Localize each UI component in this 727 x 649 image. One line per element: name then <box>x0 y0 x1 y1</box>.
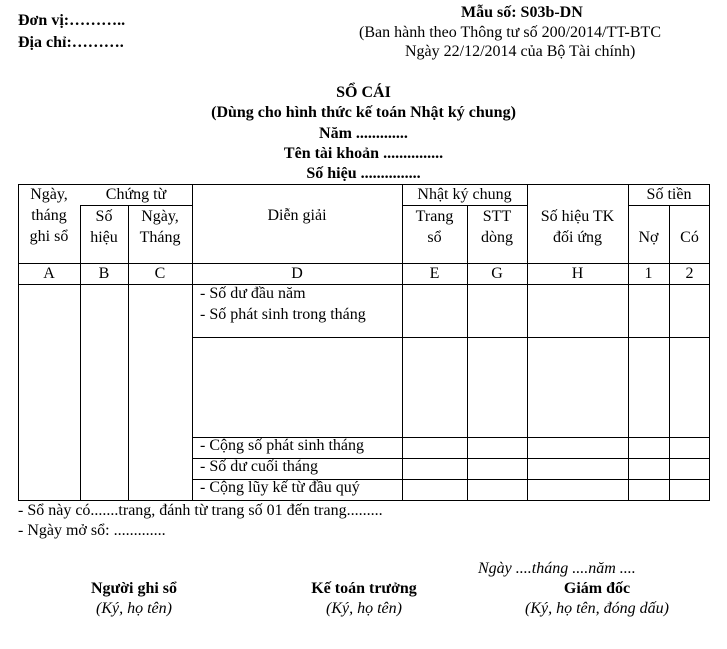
ledger-subtitle: (Dùng cho hình thức kế toán Nhật ký chung) <box>211 104 516 121</box>
unit-label: Đơn vị:……….. <box>18 12 126 29</box>
column-code: H <box>571 265 584 282</box>
signer-director-title: Giám đốc <box>563 580 631 597</box>
column-code: A <box>43 265 55 282</box>
row-total-incurred: - Cộng số phát sinh tháng <box>200 437 364 454</box>
column-code: G <box>491 265 503 282</box>
signer-director-note: (Ký, họ tên, đóng dấu) <box>525 600 669 617</box>
account-name-line: Tên tài khoản ............... <box>283 145 444 162</box>
issued-by-line-1: (Ban hành theo Thông tư số 200/2014/TT-BTC <box>359 24 661 41</box>
header-debit: Nợ <box>638 229 659 246</box>
ledger-title: SỔ CÁI <box>336 84 391 101</box>
row-opening-balance: - Số dư đầu năm <box>200 285 306 302</box>
column-code: B <box>98 265 110 282</box>
pages-note: - Sổ này có.......trang, đánh từ trang số 01 đến trang......... <box>18 502 383 519</box>
row-incurred-in-month: - Số phát sinh trong tháng <box>200 306 366 323</box>
header-journal-line: STT dòng <box>481 208 513 246</box>
form-number: Mẫu số: S03b-DN <box>461 4 583 21</box>
signer-recorder-note: (Ký, họ tên) <box>96 600 172 617</box>
date-line: Ngày ....tháng ....năm .... <box>478 560 636 577</box>
row-closing-balance: - Số dư cuối tháng <box>200 458 318 475</box>
header-voucher: Chứng từ <box>105 186 167 203</box>
header-credit: Có <box>680 229 699 246</box>
header-date: Ngày, tháng ghi sổ <box>29 186 69 245</box>
address-label: Địa chỉ:………. <box>18 34 124 51</box>
column-code: E <box>429 265 440 282</box>
account-number-line: Số hiệu ............... <box>306 165 421 182</box>
column-code: C <box>154 265 166 282</box>
header-amount: Số tiền <box>646 186 692 203</box>
year-line: Năm ............. <box>319 125 408 142</box>
column-code: 1 <box>644 265 653 282</box>
signer-chief-accountant-note: (Ký, họ tên) <box>326 600 402 617</box>
row-accumulated: - Cộng lũy kế từ đầu quý <box>200 479 360 496</box>
open-date-note: - Ngày mở sổ: ............. <box>18 522 166 539</box>
header-journal: Nhật ký chung <box>417 186 512 203</box>
signer-recorder-title: Người ghi sổ <box>90 580 178 597</box>
header-voucher-date: Ngày, Tháng <box>139 208 181 246</box>
header-contra-account: Số hiệu TK đối ứng <box>540 208 615 246</box>
column-code: 2 <box>685 265 694 282</box>
signer-chief-accountant-title: Kế toán trưởng <box>311 580 417 597</box>
header-journal-page: Trang sổ <box>415 208 454 246</box>
column-code: D <box>291 265 303 282</box>
issued-by-line-2: Ngày 22/12/2014 của Bộ Tài chính) <box>405 43 636 60</box>
header-voucher-no: Số hiệu <box>90 208 118 246</box>
header-description: Diễn giải <box>267 207 327 224</box>
